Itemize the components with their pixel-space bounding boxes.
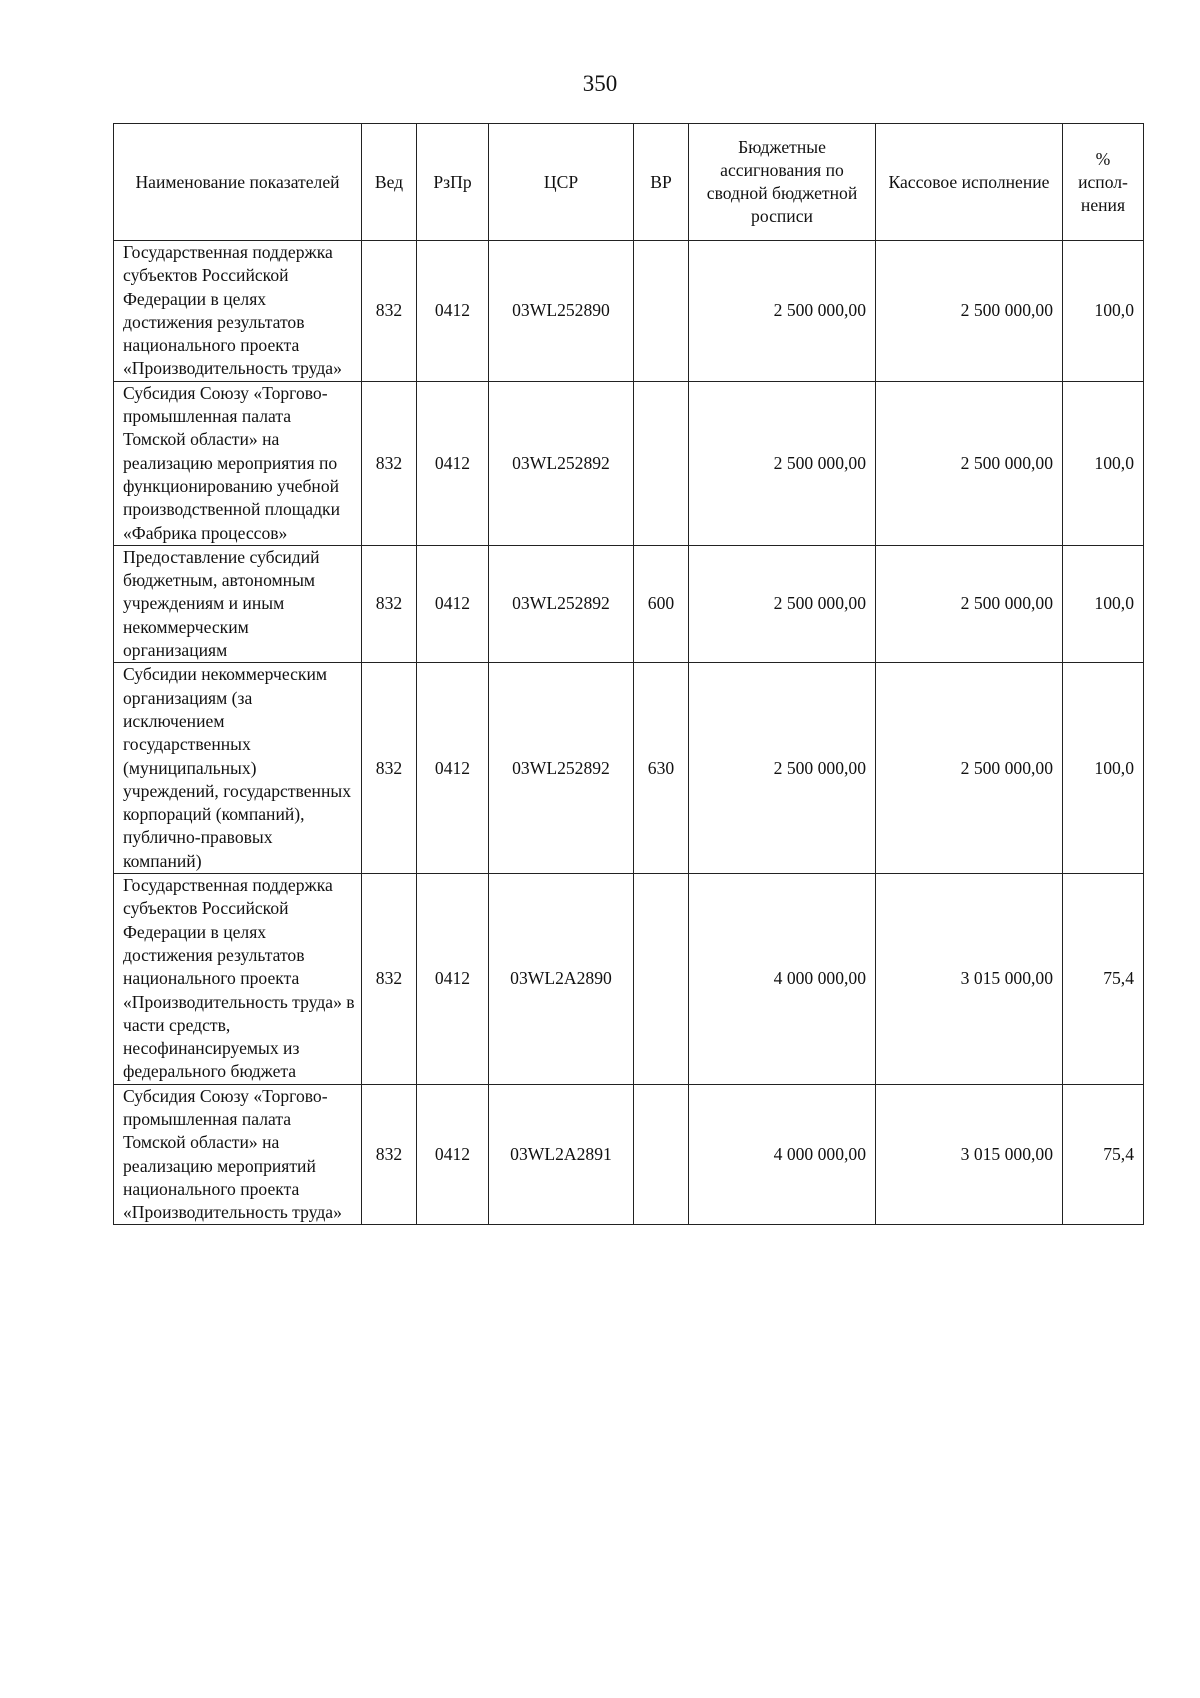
table-row [114, 1084, 1144, 1225]
row-cash: 2 500 000,00 [876, 663, 1063, 874]
row-rzpr: 0412 [417, 874, 489, 1085]
row-cash: 2 500 000,00 [876, 545, 1063, 662]
row-rzpr: 0412 [417, 663, 489, 874]
row-budget: 2 500 000,00 [689, 381, 876, 545]
row-csr: 03WL252892 [489, 663, 634, 874]
header-rzpr: РзПр [417, 124, 489, 241]
table-row [114, 545, 1144, 662]
header-vr: ВР [634, 124, 689, 241]
row-percent: 100,0 [1063, 241, 1144, 382]
row-ved: 832 [362, 381, 417, 545]
row-rzpr: 0412 [417, 1084, 489, 1225]
row-budget: 2 500 000,00 [689, 545, 876, 662]
row-cash: 2 500 000,00 [876, 381, 1063, 545]
table-row [114, 241, 1144, 382]
row-percent: 75,4 [1063, 874, 1144, 1085]
row-cash: 3 015 000,00 [876, 1084, 1063, 1225]
header-execution-percent: % испол-нения [1063, 124, 1144, 241]
row-name: Государственная поддержка субъектов Российской Федерации в целях достижения результатов национального проекта «Производительность труда» в части средств, несофинансируемых из федерального бюджета [114, 874, 362, 1085]
row-budget: 4 000 000,00 [689, 874, 876, 1085]
row-percent: 75,4 [1063, 1084, 1144, 1225]
header-ved: Вед [362, 124, 417, 241]
header-csr: ЦСР [489, 124, 634, 241]
row-vr [634, 874, 689, 1085]
row-csr: 03WL252892 [489, 381, 634, 545]
row-csr: 03WL2A2890 [489, 874, 634, 1085]
header-budget-allocations: Бюджетные ассигнования по сводной бюджетной росписи [689, 124, 876, 241]
row-percent: 100,0 [1063, 545, 1144, 662]
table-row [114, 874, 1144, 1085]
row-rzpr: 0412 [417, 241, 489, 382]
row-budget: 4 000 000,00 [689, 1084, 876, 1225]
row-rzpr: 0412 [417, 381, 489, 545]
row-vr: 630 [634, 663, 689, 874]
header-name: Наименование показателей [114, 124, 362, 241]
row-vr: 600 [634, 545, 689, 662]
row-name: Субсидии некоммерческим организациям (за исключением государственных (муниципальных) учреждений, государственных корпораций (компаний), публично-правовых компаний) [114, 663, 362, 874]
row-name: Субсидия Союзу «Торгово-промышленная палата Томской области» на реализацию мероприятия по функционированию учебной производственной площадки «Фабрика процессов» [114, 381, 362, 545]
row-budget: 2 500 000,00 [689, 241, 876, 382]
row-percent: 100,0 [1063, 663, 1144, 874]
row-rzpr: 0412 [417, 545, 489, 662]
table-row [114, 663, 1144, 874]
row-csr: 03WL2A2891 [489, 1084, 634, 1225]
row-vr [634, 381, 689, 545]
header-row [114, 124, 1144, 241]
row-csr: 03WL252892 [489, 545, 634, 662]
row-budget: 2 500 000,00 [689, 663, 876, 874]
row-vr [634, 241, 689, 382]
row-ved: 832 [362, 241, 417, 382]
budget-execution-table [113, 123, 1144, 1225]
row-ved: 832 [362, 663, 417, 874]
page-number: 350 [582, 71, 618, 96]
row-cash: 3 015 000,00 [876, 874, 1063, 1085]
row-vr [634, 1084, 689, 1225]
row-cash: 2 500 000,00 [876, 241, 1063, 382]
row-percent: 100,0 [1063, 381, 1144, 545]
row-name: Предоставление субсидий бюджетным, автономным учреждениям и иным некоммерческим организациям [114, 545, 362, 662]
table-row [114, 381, 1144, 545]
row-name: Государственная поддержка субъектов Российской Федерации в целях достижения результатов национального проекта «Производительность труда» [114, 241, 362, 382]
header-cash-execution: Кассовое исполнение [876, 124, 1063, 241]
row-csr: 03WL252890 [489, 241, 634, 382]
row-ved: 832 [362, 874, 417, 1085]
row-name: Субсидия Союзу «Торгово-промышленная палата Томской области» на реализацию мероприятий национального проекта «Производительность труда» [114, 1084, 362, 1225]
row-ved: 832 [362, 545, 417, 662]
row-ved: 832 [362, 1084, 417, 1225]
